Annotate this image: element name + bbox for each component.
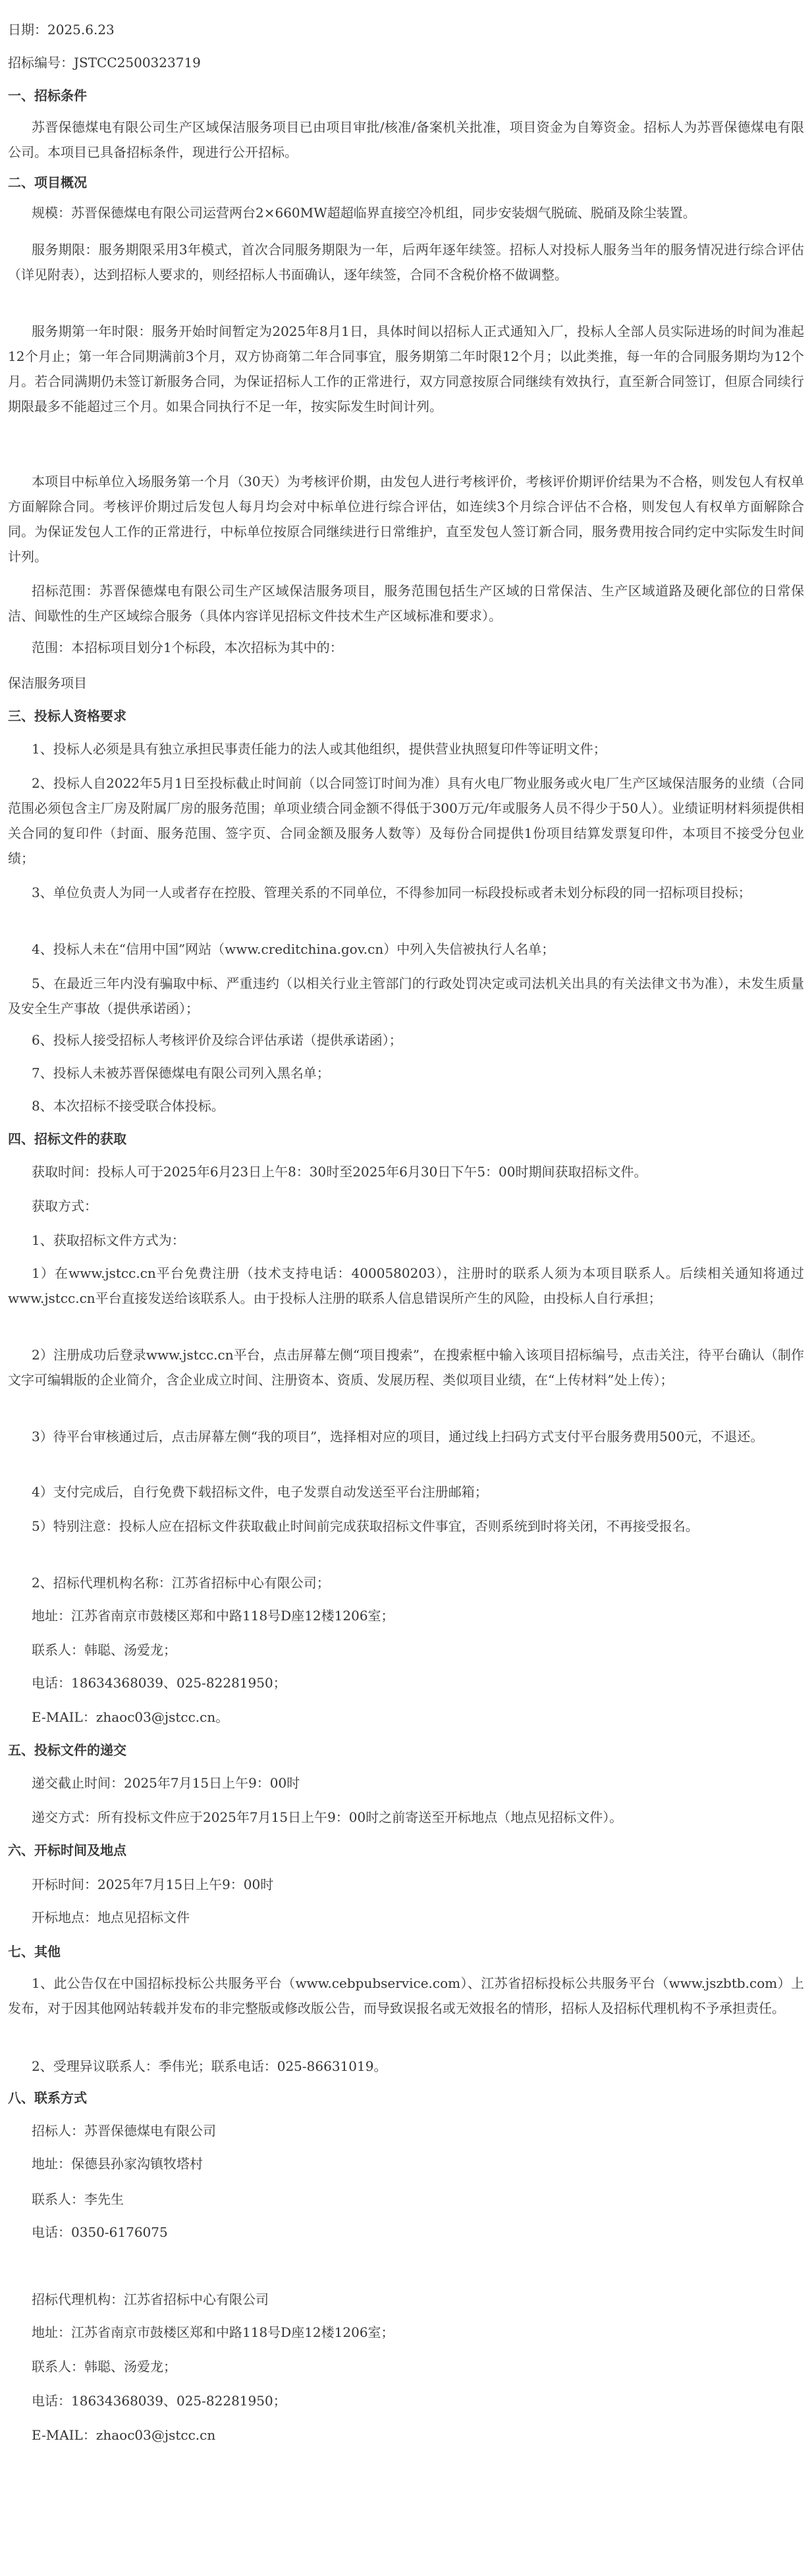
tenderer-phone: 电话：0350-6176075 bbox=[32, 2224, 168, 2240]
qualification-item: 1、投标人必须是具有独立承担民事责任能力的法人或其他组织，提供营业执照复印件等证明文件； bbox=[32, 741, 607, 757]
obtain-method-step: 3）待平台审核通过后，点击屏幕左侧“我的项目”，选择相对应的项目，通过线上扫码方式支付平台服务费用500元，不退还。 bbox=[32, 1429, 764, 1444]
lot-name: 保洁服务项目 bbox=[8, 675, 87, 691]
section-heading-bid-conditions: 一、招标条件 bbox=[8, 88, 87, 103]
section-heading-obtain-documents: 四、招标文件的获取 bbox=[8, 1131, 126, 1147]
bid-scope-paragraph: 招标范围：苏晋保德煤电有限公司生产区域保洁服务项目，服务范围包括生产区域的日常保洁、生产区域道路及硬化部位的日常保洁、间歇性的生产区域综合服务（具体内容详见招标文件技术生产区域标准和要求）。 bbox=[8, 583, 804, 624]
section-heading-contact: 八、联系方式 bbox=[8, 2090, 87, 2106]
submission-deadline: 递交截止时间：2025年7月15日上午9：00时 bbox=[32, 1775, 300, 1791]
section-heading-other: 七、其他 bbox=[8, 1944, 61, 1959]
agency-name: 2、招标代理机构名称：江苏省招标中心有限公司； bbox=[32, 1575, 330, 1591]
agency-address: 地址：江苏省南京市鼓楼区郑和中路118号D座12楼1206室； bbox=[32, 1608, 394, 1624]
qualification-item: 4、投标人未在“信用中国”网站（www.creditchina.gov.cn）中列入失信被执行人名单； bbox=[32, 941, 555, 957]
section-heading-submission: 五、投标文件的递交 bbox=[8, 1742, 126, 1758]
agency-phone: 电话：18634368039、025-82281950； bbox=[32, 1675, 286, 1691]
announcement-date: 日期：2025.6.23 bbox=[8, 22, 115, 38]
agency-email: E-MAIL：zhaoc03@jstcc.cn。 bbox=[32, 1709, 229, 1725]
qualification-item: 5、在最近三年内没有骗取中标、严重违约（以相关行业主管部门的行政处罚决定或司法机关出具的有关法律文书为准），未发生质量及安全生产事故（提供承诺函）； bbox=[8, 975, 804, 1016]
obtain-time: 获取时间：投标人可于2025年6月23日上午8：30时至2025年6月30日下午5：00时期间获取招标文件。 bbox=[32, 1164, 647, 1180]
qualification-item: 7、投标人未被苏晋保德煤电有限公司列入黑名单； bbox=[32, 1065, 330, 1081]
obtain-method-step: 5）特别注意：投标人应在招标文件获取截止时间前完成获取招标文件事宜，否则系统到时将关闭，不再接受报名。 bbox=[32, 1518, 699, 1534]
obtain-method-step: 1、获取招标文件方式为： bbox=[32, 1232, 185, 1248]
qualification-item: 6、投标人接受招标人考核评价及综合评估承诺（提供承诺函）； bbox=[32, 1032, 402, 1048]
assessment-paragraph: 本项目中标单位入场服务第一个月（30天）为考核评价期，由发包人进行考核评价，考核评价期评价结果为不合格，则发包人有权单方面解除合同。考核评价期过后发包人每月均会对中标单位进行综合评估，如连续3个月综合评估不合格，则发包人有权单方面解除合同。为保证发包人工作的正常进行，中标单位按原合同继续进行日常维护，直至发包人签订新合同，服务费用按合同约定中实际发生时间计列。 bbox=[8, 474, 804, 564]
opening-time: 开标时间：2025年7月15日上午9：00时 bbox=[32, 1877, 274, 1892]
project-scale-paragraph: 规模：苏晋保德煤电有限公司运营两台2×660MW超超临界直接空冷机组，同步安装烟气脱硫、脱硝及除尘装置。 bbox=[32, 205, 696, 221]
service-period-paragraph: 服务期限：服务期限采用3年模式，首次合同服务期限为一年，后两年逐年续签。招标人对投标人服务当年的服务情况进行综合评估（详见附表），达到招标人要求的，则经招标人书面确认，逐年续签，合同不含税价格不做调整。 bbox=[8, 242, 804, 283]
other-notice: 1、此公告仅在中国招标投标公共服务平台（www.cebpubservice.com）、江苏省招标投标公共服务平台（www.jszbtb.com）上发布，对于因其他网站转载并发布的非完整版或修改版公告，而导致误报名或无效报名的情形，招标人及招标代理机构不予承担责任。 bbox=[8, 1975, 804, 2016]
section-heading-qualifications: 三、投标人资格要求 bbox=[8, 708, 126, 724]
contact-agency-name: 招标代理机构：江苏省招标中心有限公司 bbox=[32, 2291, 269, 2307]
objection-contact: 2、受理异议联系人：季伟光；联系电话：025-86631019。 bbox=[32, 2058, 387, 2074]
opening-location: 开标地点：地点见招标文件 bbox=[32, 1909, 190, 1925]
submission-method: 递交方式：所有投标文件应于2025年7月15日上午9：00时之前寄送至开标地点（地点见招标文件）。 bbox=[32, 1809, 623, 1825]
obtain-method-label: 获取方式： bbox=[32, 1198, 97, 1214]
tenderer-address: 地址：保德县孙家沟镇牧塔村 bbox=[32, 2156, 203, 2172]
lot-division-paragraph: 范围：本招标项目划分1个标段，本次招标为其中的： bbox=[32, 640, 343, 655]
contact-agency-address: 地址：江苏省南京市鼓楼区郑和中路118号D座12楼1206室； bbox=[32, 2324, 394, 2340]
qualification-item: 2、投标人自2022年5月1日至投标截止时间前（以合同签订时间为准）具有火电厂物业服务或火电厂生产区域保洁服务的业绩（合同范围必须包含主厂房及附属厂房的服务范围；单项业绩合同金额不得低于300万元/年或服务人员不得少于50人）。业绩证明材料须提供相关合同的复印件（封面、服务范围、签字页、合同金额及服务人数等）及每份合同提供1份项目结算发票复印件，本项目不接受分包业绩； bbox=[8, 775, 804, 866]
obtain-method-step: 1）在www.jstcc.cn平台免费注册（技术支持电话：4000580203），注册时的联系人须为本项目联系人。后续相关通知将通过www.jstcc.cn平台直接发送给该联系人。由于投标人注册的联系人信息错误所产生的风险，由投标人自行承担； bbox=[8, 1265, 804, 1306]
bid-conditions-paragraph: 苏晋保德煤电有限公司生产区域保洁服务项目已由项目审批/核准/备案机关批准，项目资金为自筹资金。招标人为苏晋保德煤电有限公司。本项目已具备招标条件，现进行公开招标。 bbox=[8, 119, 804, 160]
tenderer-name: 招标人：苏晋保德煤电有限公司 bbox=[32, 2123, 216, 2139]
qualification-item: 8、本次招标不接受联合体投标。 bbox=[32, 1098, 225, 1114]
contact-agency-contact: 联系人：韩聪、汤爱龙； bbox=[32, 2359, 176, 2374]
agency-contact: 联系人：韩聪、汤爱龙； bbox=[32, 1642, 176, 1658]
bid-number: 招标编号：JSTCC2500323719 bbox=[8, 55, 201, 70]
first-year-period-paragraph: 服务期第一年时限：服务开始时间暂定为2025年8月1日，具体时间以招标人正式通知入厂，投标人全部人员实际进场的时间为准起12个月止；第一年合同期满前3个月，双方协商第二年合同事宜，服务期第二年时限12个月；以此类推，每一年的合同服务期均为12个月。若合同满期仍未签订新服务合同，为保证招标人工作的正常进行，双方同意按原合同继续有效执行，直至新合同签订，但原合同续行期限最多不能超过三个月。如果合同执行不足一年，按实际发生时间计列。 bbox=[8, 323, 804, 414]
contact-agency-email: E-MAIL：zhaoc03@jstcc.cn bbox=[32, 2427, 216, 2443]
qualification-item: 3、单位负责人为同一人或者存在控股、管理关系的不同单位，不得参加同一标段投标或者未划分标段的同一招标项目投标； bbox=[32, 885, 751, 900]
section-heading-project-overview: 二、项目概况 bbox=[8, 175, 87, 190]
obtain-method-step: 4）支付完成后，自行免费下载招标文件，电子发票自动发送至平台注册邮箱； bbox=[32, 1484, 488, 1500]
section-heading-opening: 六、开标时间及地点 bbox=[8, 1842, 126, 1858]
contact-agency-phone: 电话：18634368039、025-82281950； bbox=[32, 2393, 286, 2409]
tenderer-contact: 联系人：李先生 bbox=[32, 2191, 124, 2207]
obtain-method-step: 2）注册成功后登录www.jstcc.cn平台，点击屏幕左侧“项目搜索”，在搜索框中输入该项目招标编号，点击关注，待平台确认（制作文字可编辑版的企业简介，含企业成立时间、注册资本、资质、发展历程、类似项目业绩，在“上传材料”处上传）； bbox=[8, 1347, 804, 1388]
